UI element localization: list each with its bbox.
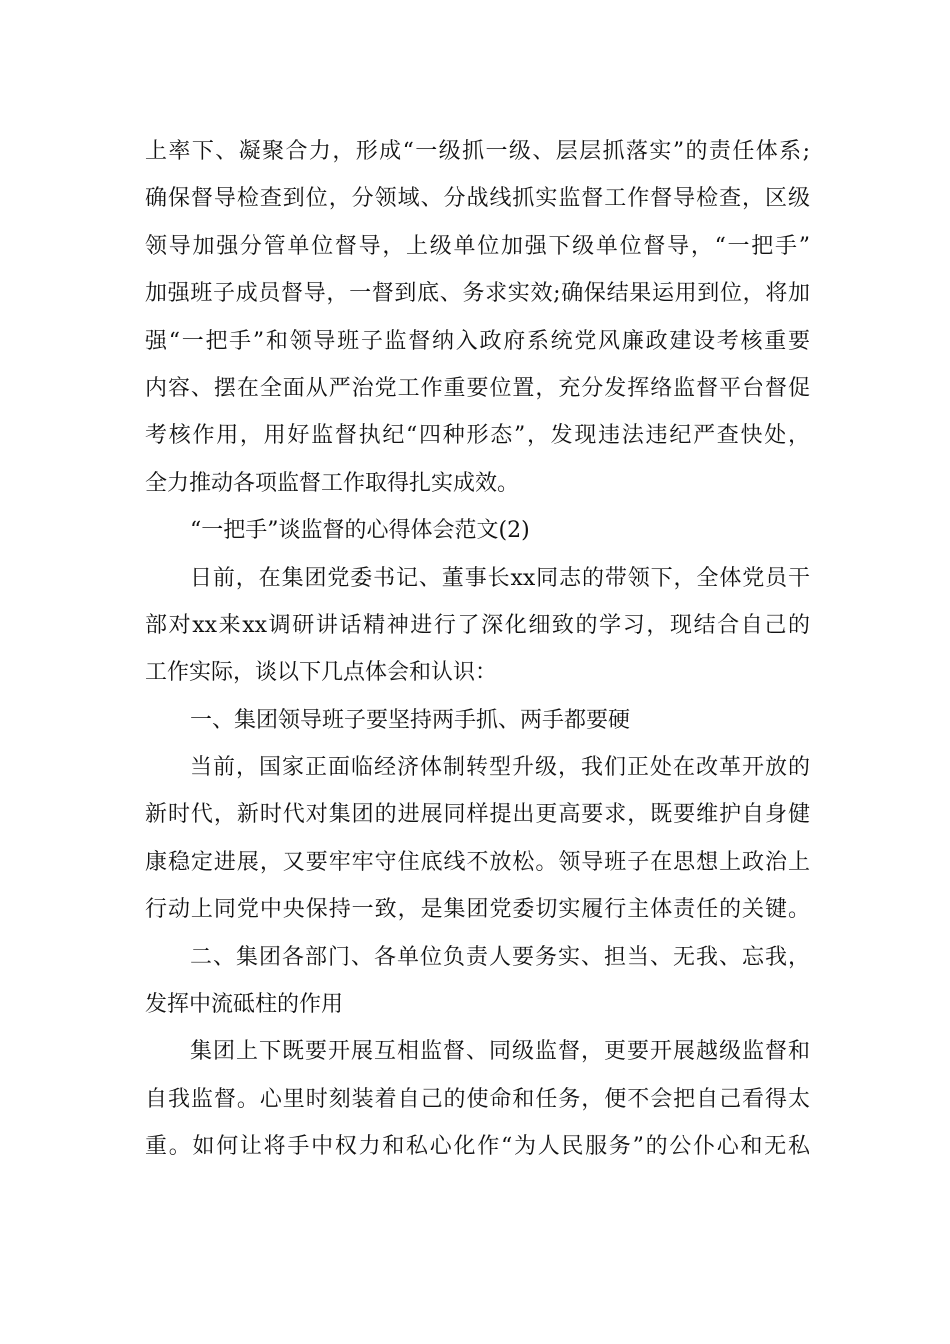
body-line: 考核作用，用好监督执纪“四种形态”，发现违法违纪严查快处，: [145, 423, 810, 449]
body-line: 内容、摆在全面从严治党工作重要位置，充分发挥络监督平台督促: [145, 375, 810, 401]
body-line: 日前，在集团党委书记、董事长xx同志的带领下，全体党员干: [190, 565, 810, 591]
body-line: 重。如何让将手中权力和私心化作“为人民服务”的公仆心和无私: [145, 1134, 810, 1160]
subsection-heading: 二、集团各部门、各单位负责人要务实、担当、无我、忘我，: [190, 944, 810, 970]
body-line: 自我监督。心里时刻装着自己的使命和任务，便不会把自己看得太: [145, 1086, 810, 1112]
body-line: 当前，国家正面临经济体制转型升级，我们正处在改革开放的: [190, 755, 810, 781]
body-line: 上率下、凝聚合力，形成“一级抓一级、层层抓落实”的责任体系;: [145, 139, 810, 164]
body-line: 加强班子成员督导，一督到底、务求实效;确保结果运用到位，将加: [145, 281, 810, 307]
body-line: 新时代，新时代对集团的进展同样提出更高要求，既要维护自身健: [145, 802, 810, 828]
document-body: [145, 128, 810, 1171]
body-line: 工作实际，谈以下几点体会和认识：: [145, 660, 498, 686]
body-line: 强“一把手”和领导班子监督纳入政府系统党风廉政建设考核重要: [145, 328, 810, 354]
body-line: 集团上下既要开展互相监督、同级监督，更要开展越级监督和: [190, 1039, 810, 1065]
section-heading: “一把手”谈监督的心得体会范文(2): [190, 518, 530, 544]
body-line: 全力推动各项监督工作取得扎实成效。: [145, 470, 520, 496]
body-line: 部对xx来xx调研讲话精神进行了深化细致的学习，现结合自己的: [145, 612, 810, 638]
body-line: 行动上同党中央保持一致，是集团党委切实履行主体责任的关键。: [145, 897, 810, 923]
body-line: 康稳定进展，又要牢牢守住底线不放松。领导班子在思想上政治上: [145, 849, 810, 875]
subsection-heading: 一、集团领导班子要坚持两手抓、两手都要硬: [190, 707, 631, 733]
body-line: 领导加强分管单位督导，上级单位加强下级单位督导，“一把手”: [145, 233, 810, 259]
subsection-heading: 发挥中流砥柱的作用: [145, 992, 344, 1018]
body-line: 确保督导检查到位，分领域、分战线抓实监督工作督导检查，区级: [145, 186, 810, 212]
